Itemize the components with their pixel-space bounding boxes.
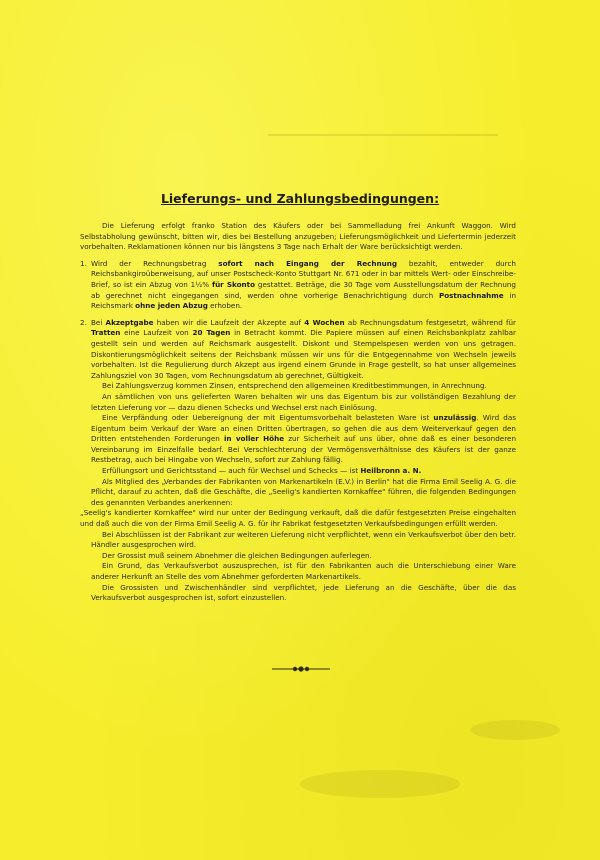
term-item-1 [80,259,516,312]
term-text: Wird der Rechnungsbetrag sofort nach Eingang der Rechnung bezahlt, entweder durch Reichsbankgiroüberweisung, auf unser Postscheck-Konto Stuttgart Nr. 671 oder in bar mittels Wert- oder Einschreibe-Brief, so ist ein Abzug von 1½% für Skonto gestattet. Beträge, die 30 Tage vom Ausstellungsdatum der Rechnung ab gerechnet nicht eingegangen sind, werden ohne vorherige Benachrichtigung durch Postnachnahme in Reichsmark ohne jeden Abzug erhoben. [91,258,516,311]
show-through-letterhead [248,29,583,132]
terms-body [80,221,516,604]
paragraph-grossist: Der Grossist muß seinem Abnehmer die gleichen Bedingungen auferlegen. [102,550,372,560]
term-item-2 [80,318,516,382]
paragraph-zwischenhaendler: Die Grossisten und Zwischenhändler sind verpflichtet, jede Lieferung an die Geschäfte, über die das Verkaufsverbot ausgesprochen ist, sofort einzustellen. [91,582,516,603]
term-number: 2. [80,317,87,327]
ornament-divider-icon [270,664,332,674]
document-title: Lieferungs- und Zahlungsbedingungen: [160,191,440,206]
paragraph-grund: Ein Grund, das Verkaufsverbot auszusprechen, ist für den Fabrikanten auch die Unterschiebung einer Ware anderer Herkunft an Stelle des vom Abnehmer geforderten Markenartikels. [91,561,516,581]
paragraph-verzug: Bei Zahlungsverzug kommen Zinsen, entsprechend den allgemeinen Kreditbestimmungen, in Anrechnung. [102,381,487,391]
paragraph-eigentum: An sämtlichen von uns gelieferten Waren behalten wir uns das Eigentum bis zur vollständigen Bezahlung der letzten Lieferung vor — dazu dienen Schecks und Wechsel erst nach Einlösung. [91,391,516,412]
paragraph-abschluss: Bei Abschlüssen ist der Fabrikant zur weiteren Lieferung nicht verpflichtet, wenn ein Verkaufsverbot über den betr. Händler ausgesprochen wird. [91,529,516,550]
paper-stain [470,720,560,740]
term-number: 1. [80,258,87,268]
paper-stain [300,770,460,798]
intro-paragraph: Die Lieferung erfolgt franko Station des Käufers oder bei Sammelladung frei Ankunft Waggon. Wird Selbstabholung gewünscht, bitten wir, dies bei Bestellung anzugeben; Lieferungsmöglichkeit und Liefertermin jederzeit vorbehalten. Reklamationen können nur bis längstens 3 Tage nach Erhalt der Ware berücksichtigt werden. [80,221,516,252]
show-through-line [268,134,498,136]
paragraph-seelig: „Seelig's kandierter Kornkaffee" wird nur unter der Bedingung verkauft, daß die dafür festgesetzten Preise eingehalten und daß auch die von der Firma Emil Seelig A. G. für ihr Fabrikat festgesetzten Verkaufsbedingungen erfüllt werden. [80,508,516,529]
paragraph-verpfaendung: Eine Verpfändung oder Uebereignung der mit Eigentumsvorbehalt belasteten Ware ist unzulässig. Wird das Eigentum beim Verkauf der Ware an einen Dritten übertragen, so gehen die aus dem Weiterverkauf gegen den Dritten entstehenden Forderungen in voller Höhe zur Sicherheit auf uns über, ohne daß es einer besonderen Vereinbarung im Einzelfalle bedarf. Bei Verschlechterung der Vermögensverhältnisse des Käufers ist der ganze Restbetrag, auch bei Hingabe von Wechseln, sofort zur Zahlung fällig. [91,413,516,465]
paragraph-mitglied: Als Mitglied des „Verbandes der Fabrikanten von Markenartikeln (E.V.) in Berlin" hat die Firma Emil Seelig A. G. die Pflicht, darauf zu achten, daß die Geschäfte, die „Seelig's kandierten Kornkaffee" führen, die folgenden Bedingungen des genannten Verbandes anerkennen: [91,476,516,507]
term-text: Bei Akzeptgabe haben wir die Laufzeit der Akzepte auf 4 Wochen ab Rechnungsdatum festgesetzt, während für Tratten eine Laufzeit von 20 Tagen in Betracht kommt. Die Papiere müssen auf einen Reichsbankplatz zahlbar gestellt sein und werden auf Reichsmark ausgestellt. Diskont und Stempelspesen werden von uns getragen. Diskontierungsmöglichkeit seitens der Reichsbank müssen wir uns für die Entgegennahme von Wechseln jeweils vorbehalten. Ist die Regulierung durch Akzept aus irgend einem Grunde in Frage gestellt, so hat unser allgemeines Zahlungsziel von 30 Tagen, vom Rechnungsdatum ab gerechnet, Gültigkeit. [91,317,516,380]
paragraph-erfuellungsort: Erfüllungsort und Gerichtsstand — auch für Wechsel und Schecks — ist Heilbronn a. N. [102,466,422,476]
